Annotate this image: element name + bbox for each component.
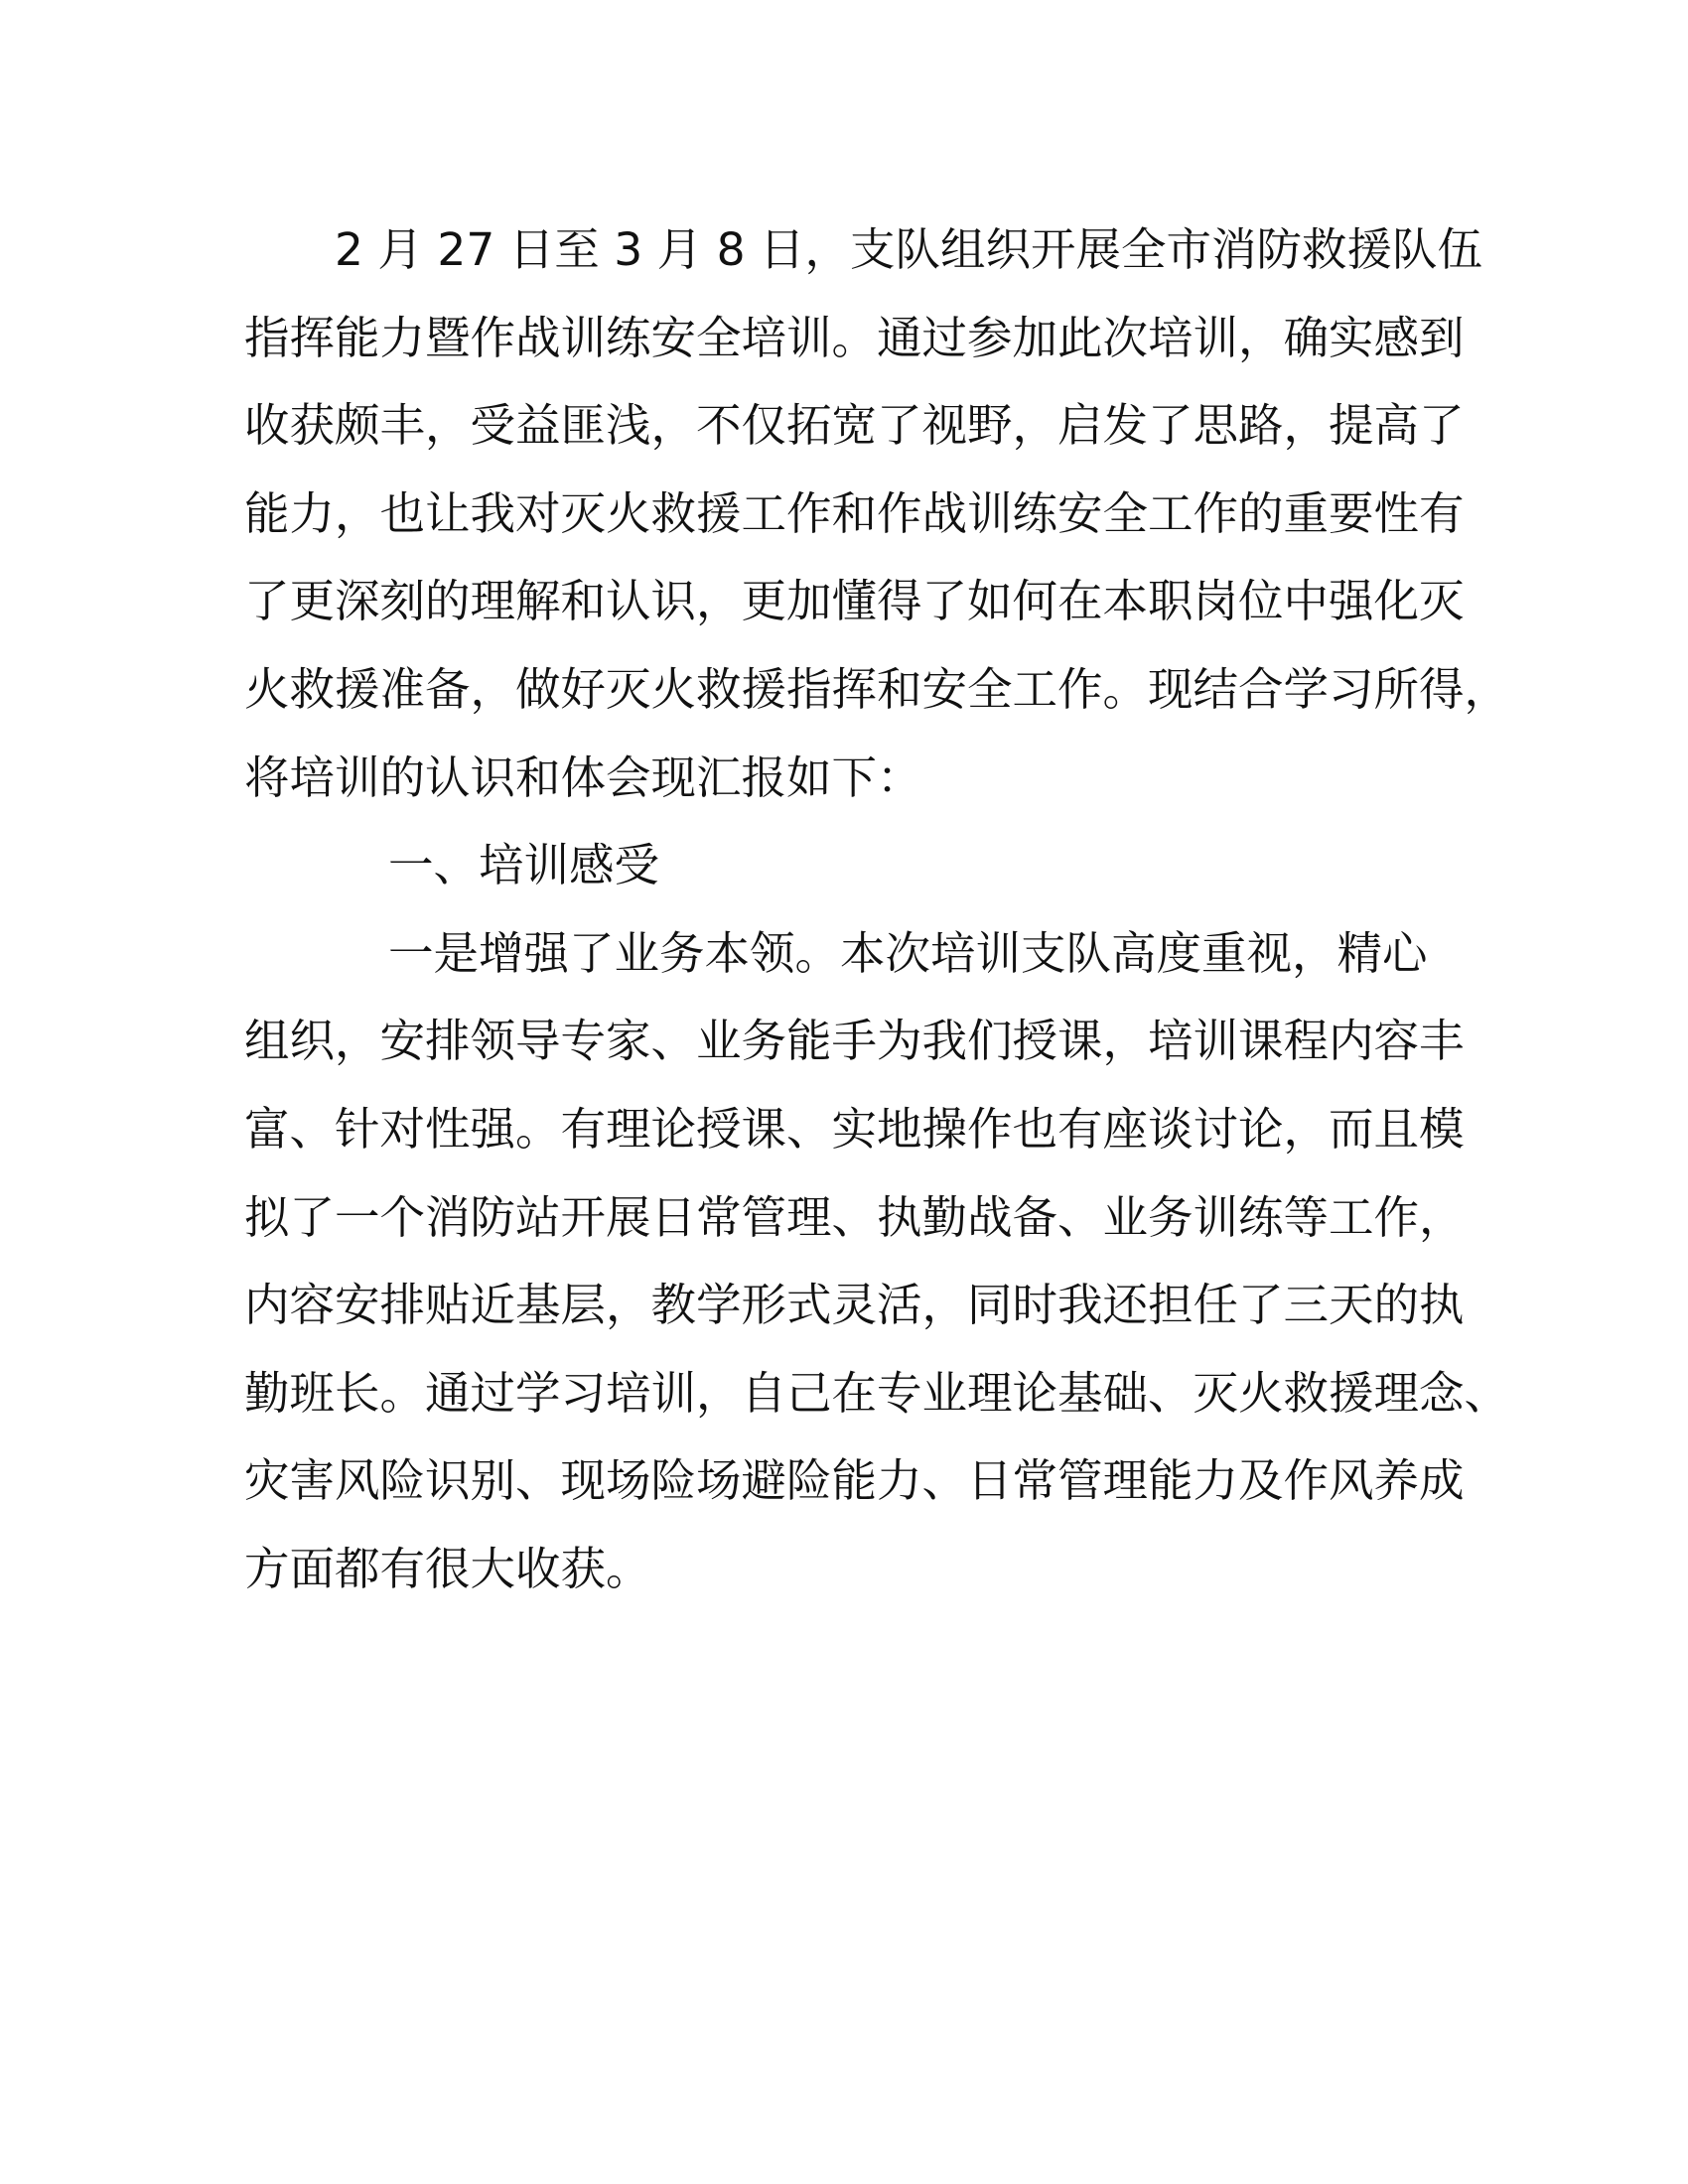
paragraph-line: 火救援准备，做好灭火救援指挥和安全工作。现结合学习所得， xyxy=(244,662,1510,716)
paragraph-line: 勤班长。通过学习培训，自己在专业理论基础、灭火救援理念、 xyxy=(244,1366,1510,1420)
paragraph-line: 富、针对性强。有理论授课、实地操作也有座谈讨论，而且模 xyxy=(244,1102,1465,1156)
paragraph-line: 方面都有很大收获。 xyxy=(244,1542,651,1595)
document-body xyxy=(244,206,1510,1614)
paragraph-line: 拟了一个消防站开展日常管理、执勤战备、业务训练等工作， xyxy=(244,1190,1465,1244)
paragraph-line: 2 月 27 日至 3 月 8 日，支队组织开展全市消防救援队伍 xyxy=(335,223,1482,276)
paragraph-line: 指挥能力暨作战训练安全培训。通过参加此次培训，确实感到 xyxy=(244,311,1465,364)
paragraph-line: 了更深刻的理解和认识，更加懂得了如何在本职岗位中强化灭 xyxy=(244,575,1465,628)
paragraph-line: 一是增强了业务本领。本次培训支队高度重视，精心 xyxy=(388,926,1428,980)
paragraph-line: 灾害风险识别、现场险场避险能力、日常管理能力及作风养成 xyxy=(244,1454,1465,1508)
paragraph-line: 内容安排贴近基层，教学形式灵活，同时我还担任了三天的执 xyxy=(244,1279,1465,1332)
section-heading: 一、培训感受 xyxy=(388,839,660,892)
paragraph-line: 收获颇丰，受益匪浅，不仅拓宽了视野，启发了思路，提高了 xyxy=(244,399,1465,453)
intro-paragraph xyxy=(244,206,1510,822)
paragraph-line: 将培训的认识和体会现汇报如下： xyxy=(244,751,922,804)
section-paragraph xyxy=(244,910,1510,1614)
paragraph-line: 能力，也让我对灭火救援工作和作战训练安全工作的重要性有 xyxy=(244,486,1465,540)
paragraph-line: 组织，安排领导专家、业务能手为我们授课，培训课程内容丰 xyxy=(244,1015,1465,1068)
